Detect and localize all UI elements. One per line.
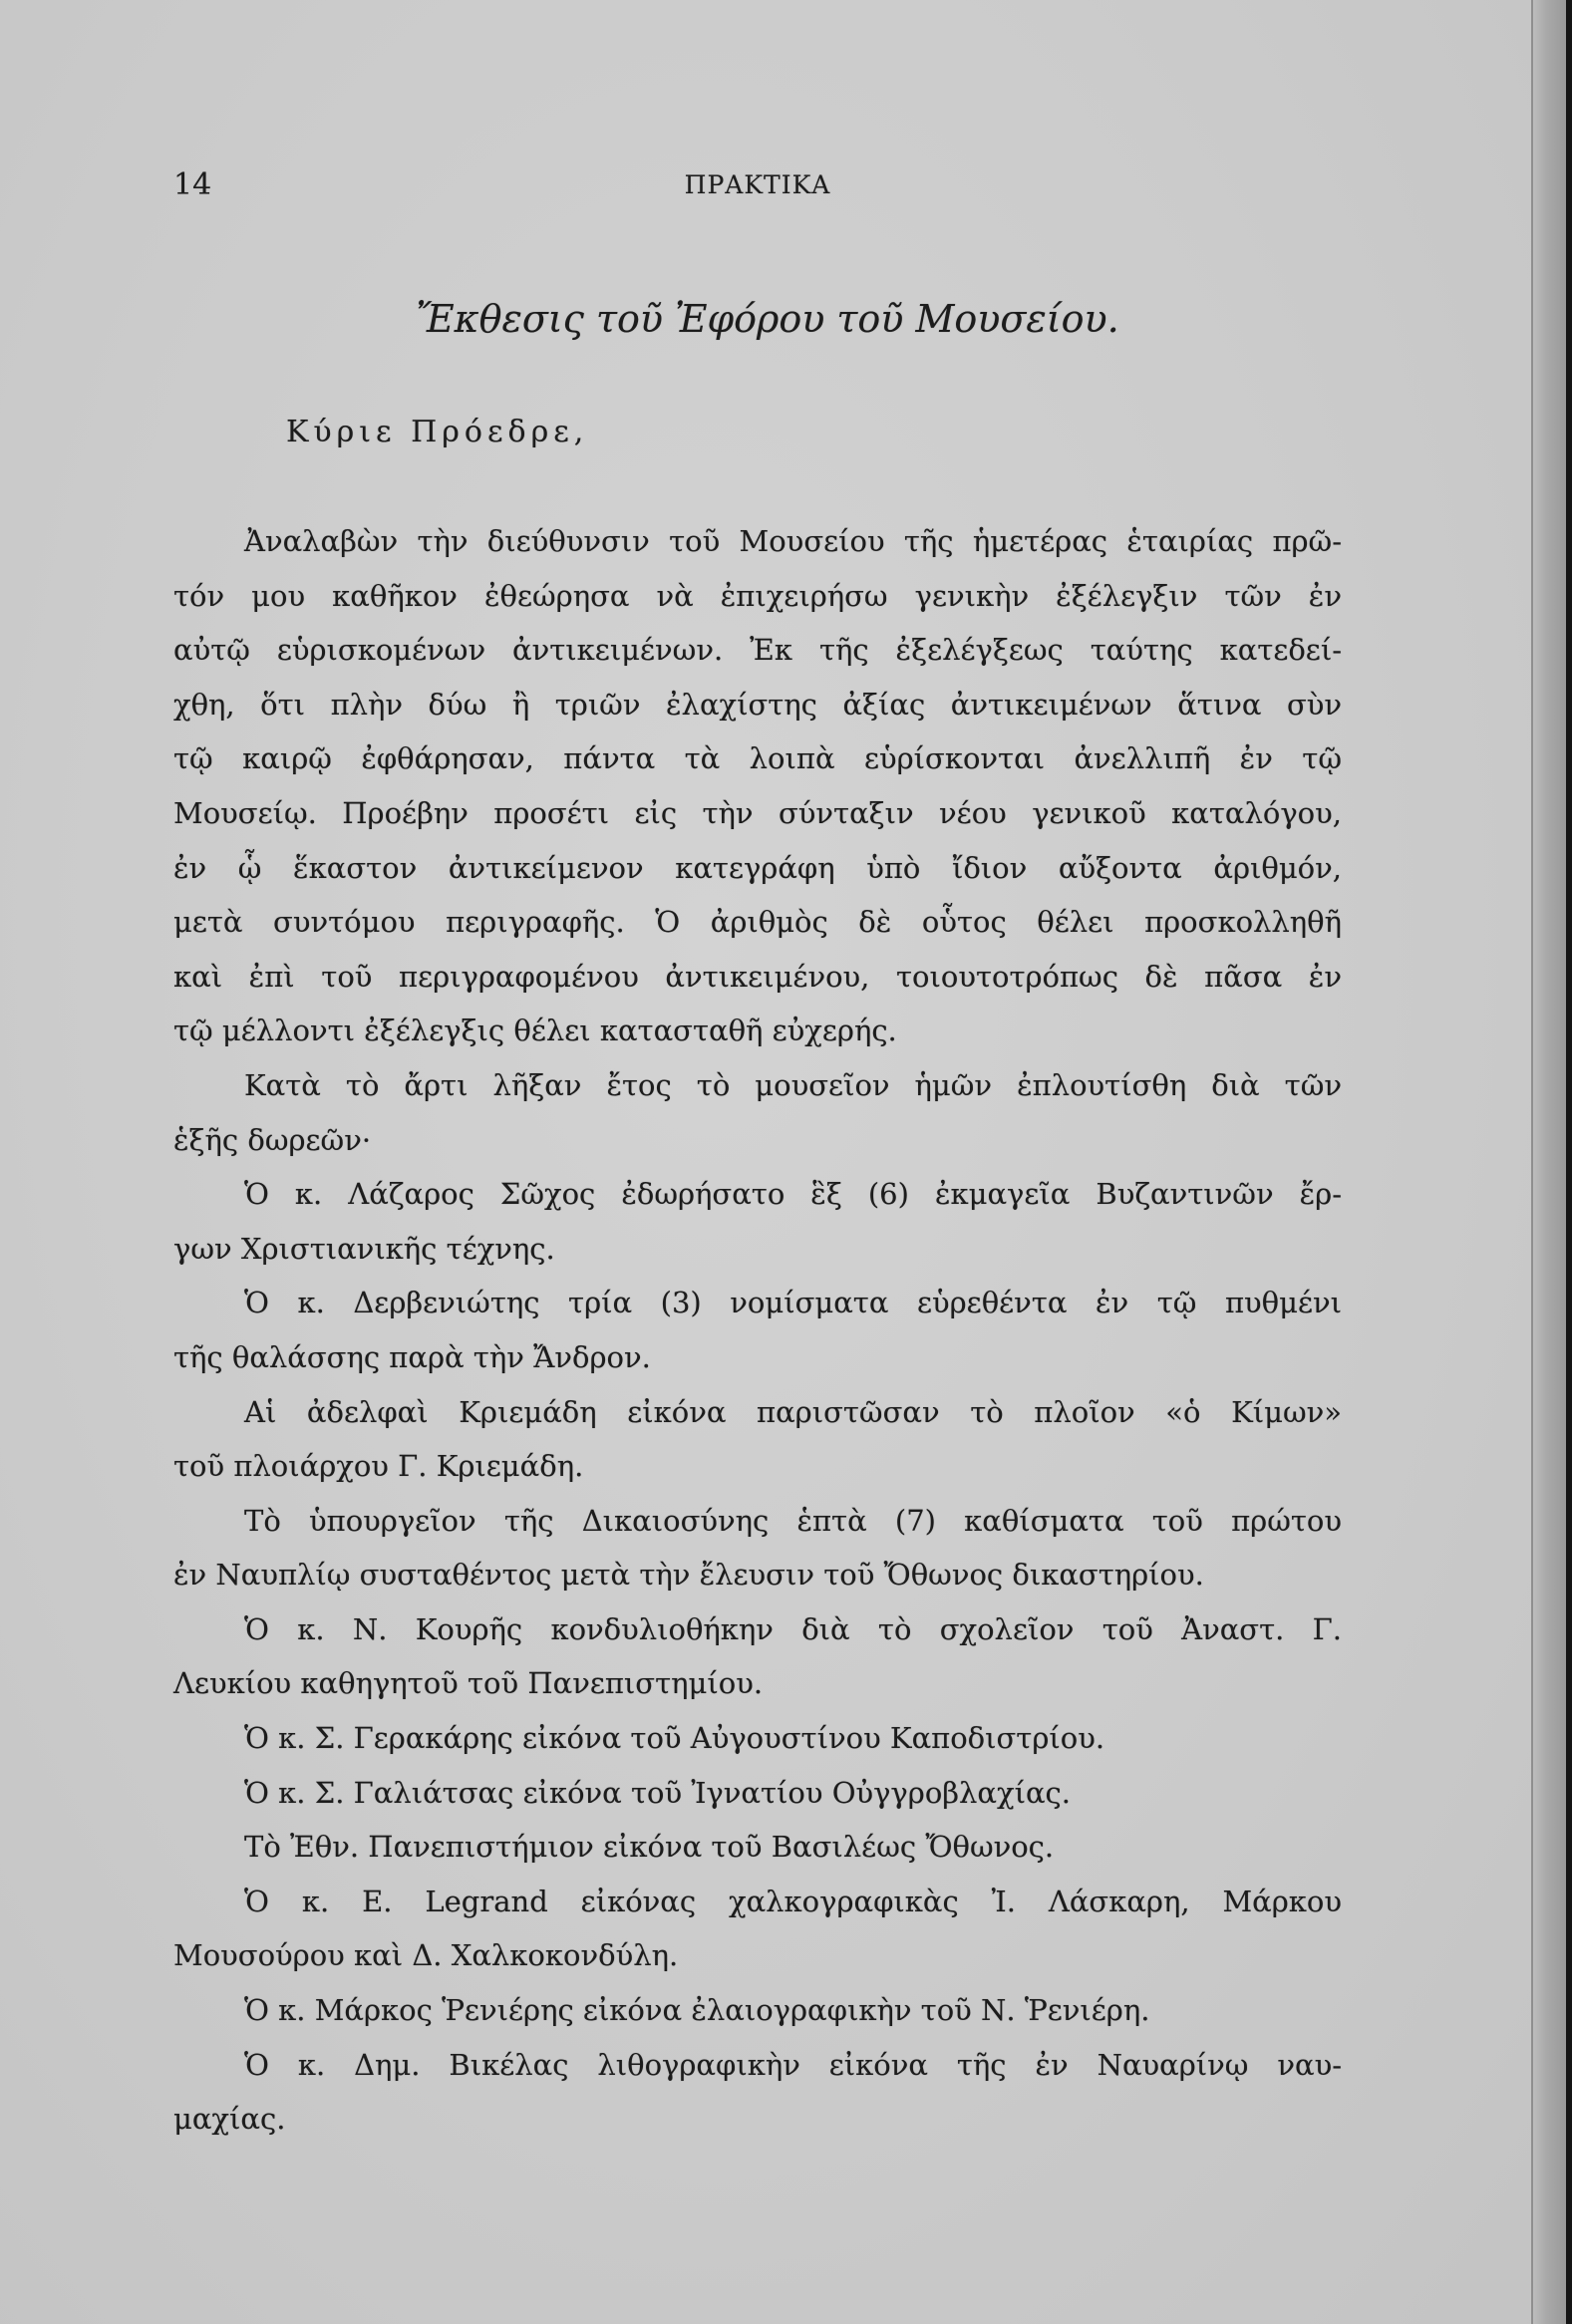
text-line: ἐν Ναυπλίῳ συσταθέντος μετὰ τὴν ἔλευσιν τοῦ Ὄθωνος δικαστηρίου. (173, 1558, 1204, 1593)
text-line: γων Χριστιανικῆς τέχνης. (173, 1231, 555, 1266)
donation-entry (173, 1766, 1342, 1821)
text-line: ἑξῆς δωρεῶν· (173, 1122, 372, 1157)
donation-entry (173, 1167, 1342, 1276)
page-edge-border (1566, 0, 1572, 2324)
text-line: χθη, ὅτι πλὴν δύω ἢ τριῶν ἐλαχίστης ἀξίας ἀντικειμένων ἅτινα σὺν (173, 687, 1342, 722)
text-line: Κατὰ τὸ ἄρτι λῆξαν ἔτος τὸ μουσεῖον ἡμῶν ἐπλουτίσθη διὰ τῶν (244, 1067, 1342, 1102)
text-line: τῆς θαλάσσης παρὰ τὴν Ἄνδρον. (173, 1339, 651, 1374)
text-line: Ὁ κ. Ν. Κουρῆς κονδυλιοθήκην διὰ τὸ σχολεῖον τοῦ Ἀναστ. Γ. (244, 1611, 1342, 1646)
paragraph-introduction (173, 514, 1342, 1058)
donation-entry (173, 1983, 1342, 2038)
donation-entry (173, 1875, 1342, 1983)
text-line: Τὸ ὑπουργεῖον τῆς Δικαιοσύνης ἑπτὰ (7) καθίσματα τοῦ πρώτου (244, 1503, 1342, 1538)
text-line: Ὁ κ. Μάρκος Ῥενιέρης εἰκόνα ἐλαιογραφικὴν τοῦ Ν. Ῥενιέρη. (244, 1993, 1150, 2028)
donation-entry (173, 1602, 1342, 1711)
text-line: Μουσείῳ. Προέβην προσέτι εἰς τὴν σύνταξιν νέου γενικοῦ καταλόγου, (173, 795, 1342, 830)
text-line: Ὁ κ. Δημ. Βικέλας λιθογραφικὴν εἰκόνα τῆς ἐν Ναυαρίνῳ ναυ- (244, 2047, 1342, 2082)
text-line: Τὸ Ἐθν. Πανεπιστήμιον εἰκόνα τοῦ Βασιλέως Ὄθωνος. (244, 1830, 1055, 1865)
text-line: Ὁ κ. Λάζαρος Σῶχος ἐδωρήσατο ἓξ (6) ἐκμαγεῖα Βυζαντινῶν ἔρ- (244, 1177, 1342, 1212)
page-number: 14 (173, 167, 212, 202)
donation-entry (173, 1820, 1342, 1875)
text-line: Ὁ κ. Σ. Γαλιάτσας εἰκόνα τοῦ Ἰγνατίου Οὐγγροβλαχίας. (244, 1775, 1071, 1810)
text-line: ἐν ᾧ ἕκαστον ἀντικείμενον κατεγράφη ὑπὸ ἴδιον αὔξοντα ἀριθμόν, (173, 850, 1342, 885)
donation-entry (173, 2038, 1342, 2147)
text-line: Μουσούρου καὶ Δ. Χαλκοκονδύλη. (173, 1938, 679, 1973)
text-line: τόν μου καθῆκον ἐθεώρησα νὰ ἐπιχειρήσω γενικὴν ἐξέλεγξιν τῶν ἐν (173, 578, 1342, 613)
donation-entry (173, 1276, 1342, 1384)
donation-entry (173, 1385, 1342, 1494)
donation-entry (173, 1711, 1342, 1766)
text-line: Αἱ ἀδελφαὶ Κριεμάδη εἰκόνα παριστῶσαν τὸ πλοῖον «ὁ Κίμων» (244, 1394, 1342, 1429)
report-body (173, 514, 1342, 2147)
text-line: Ὁ κ. Ε. Legrand εἰκόνας χαλκογραφικὰς Ἰ. Λάσκαρη, Μάρκου (244, 1884, 1342, 1918)
salutation: Κύριε Πρόεδρε, (286, 415, 589, 449)
text-line: καὶ ἐπὶ τοῦ περιγραφομένου ἀντικειμένου, τοιουτοτρόπως δὲ πᾶσα ἐν (173, 959, 1342, 994)
page-header (173, 165, 1342, 205)
text-line: τῷ μέλλοντι ἐξέλεγξις θέλει κατασταθῆ εὐχερής. (173, 1014, 897, 1048)
text-line: Ὁ κ. Σ. Γερακάρης εἰκόνα τοῦ Αὐγουστίνου Καποδιστρίου. (244, 1721, 1105, 1756)
paragraph-donations-intro (173, 1058, 1342, 1167)
text-line: Λευκίου καθηγητοῦ τοῦ Πανεπιστημίου. (173, 1666, 764, 1701)
text-line: Ἀναλαβὼν τὴν διεύθυνσιν τοῦ Μουσείου τῆς ἡμετέρας ἑταιρίας πρῶ- (244, 524, 1342, 558)
text-line: τοῦ πλοιάρχου Γ. Κριεμάδη. (173, 1449, 584, 1484)
text-line: τῷ καιρῷ ἐφθάρησαν, πάντα τὰ λοιπὰ εὑρίσκονται ἀνελλιπῆ ἐν τῷ (173, 741, 1342, 776)
text-line: μετὰ συντόμου περιγραφῆς. Ὁ ἀριθμὸς δὲ οὗτος θέλει προσκολληθῆ (173, 905, 1342, 940)
text-line: Ὁ κ. Δερβενιώτης τρία (3) νομίσματα εὑρεθέντα ἐν τῷ πυθμένι (244, 1286, 1342, 1320)
running-title: ΠΡΑΚΤΙΚΑ (684, 170, 831, 199)
report-title: Ἔκθεσις τοῦ Ἐφόρου τοῦ Μουσείου. (416, 297, 1119, 341)
text-line: μαχίας. (173, 2102, 286, 2137)
text-line: αὐτῷ εὑρισκομένων ἀντικειμένων. Ἐκ τῆς ἐξελέγξεως ταύτης κατεδεί- (173, 633, 1342, 668)
page-edge-shadow (1531, 0, 1566, 2324)
donation-entry (173, 1494, 1342, 1602)
